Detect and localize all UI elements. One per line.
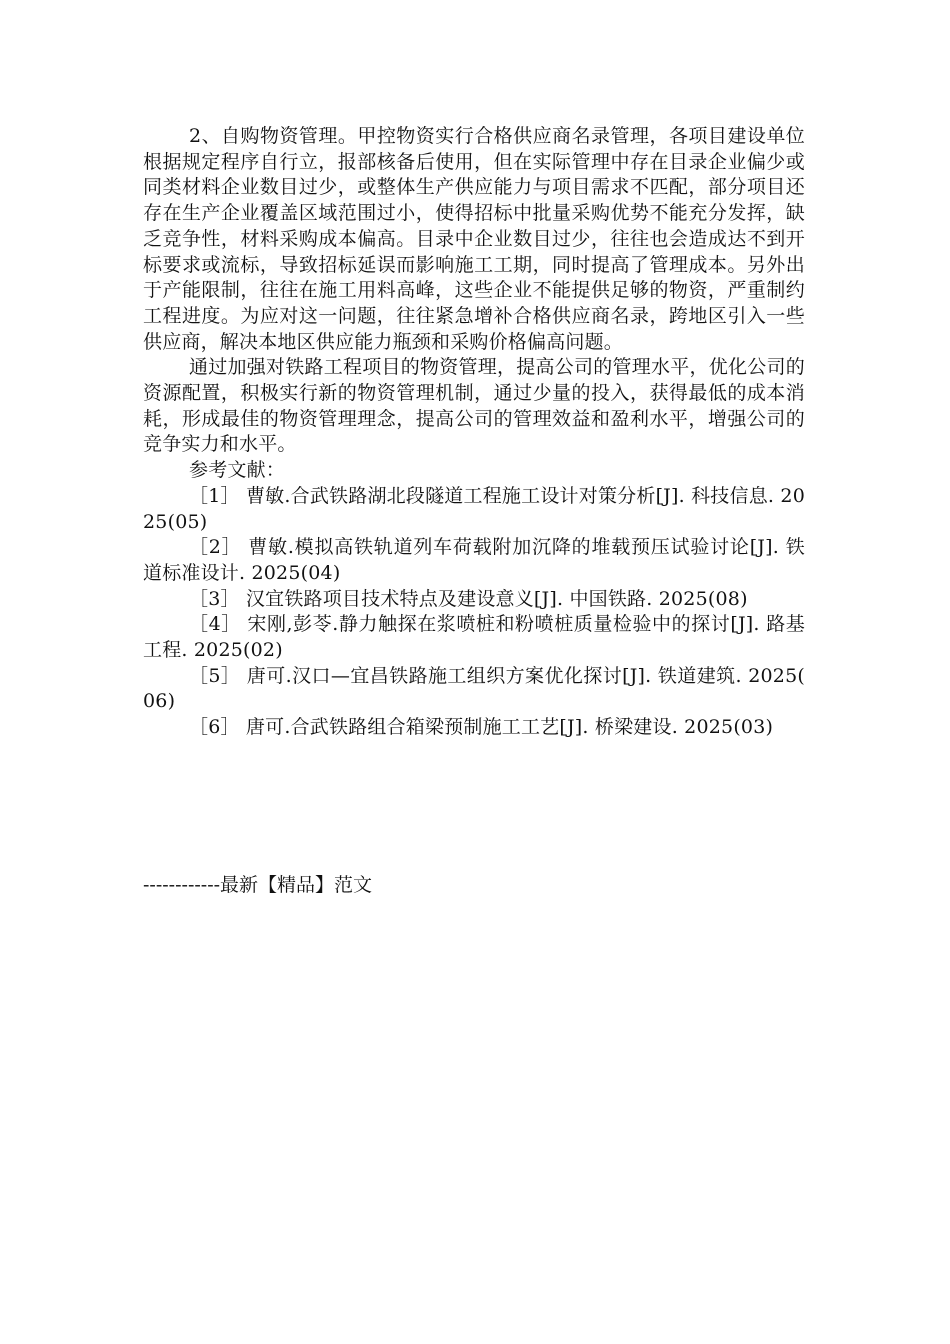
paragraph-material-management: 2、自购物资管理。甲控物资实行合格供应商名录管理，各项目建设单位根据规定程序自行立，报部核备后使用，但在实际管理中存在目录企业偏少或同类材料企业数目过少，或整体生产供应能力与项目需求不匹配，部分项目还存在生产企业覆盖区域范围过小，使得招标中批量采购优势不能充分发挥，缺乏竞争性，材料采购成本偏高。目录中企业数目过少，往往也会造成达不到开标要求或流标，导致招标延误而影响施工工期，同时提高了管理成本。另外出于产能限制，往往在施工用料高峰，这些企业不能提供足够的物资，严重制约工程进度。为应对这一问题，往往紧急增补合格供应商名录，跨地区引入一些供应商，解决本地区供应能力瓶颈和采购价格偏高问题。 <box>143 125 805 353</box>
reference-item-1: ［1］ 曹敏.合武铁路湖北段隧道工程施工设计对策分析[J]. 科技信息. 2025(05) <box>143 484 805 533</box>
footer-label: ------------最新【精品】范文 <box>143 874 373 896</box>
paragraph-conclusion: 通过加强对铁路工程项目的物资管理，提高公司的管理水平，优化公司的资源配置，积极实行新的物资管理机制，通过少量的投入，获得最低的成本消耗，形成最佳的物资管理理念，提高公司的管理效益和盈利水平，增强公司的竞争实力和水平。 <box>143 356 805 456</box>
reference-item-2: ［2］ 曹敏.模拟高铁轨道列车荷载附加沉降的堆载预压试验讨论[J]. 铁道标准设计. 2025(04) <box>143 536 805 584</box>
reference-item-6: ［6］ 唐可.合武铁路组合箱梁预制施工工艺[J]. 桥梁建设. 2025(03) <box>189 716 774 739</box>
document-body <box>143 124 805 741</box>
references-heading: 参考文献： <box>189 459 286 482</box>
reference-item-5: ［5］ 唐可.汉口—宜昌铁路施工组织方案优化探讨[J]. 铁道建筑. 2025(06) <box>143 664 805 713</box>
reference-item-3: ［3］ 汉宜铁路项目技术特点及建设意义[J]. 中国铁路. 2025(08) <box>189 587 748 610</box>
reference-item-4: ［4］ 宋刚,彭苓.静力触探在浆喷桩和粉喷桩质量检验中的探讨[J]. 路基工程. 2025(02) <box>143 613 805 662</box>
